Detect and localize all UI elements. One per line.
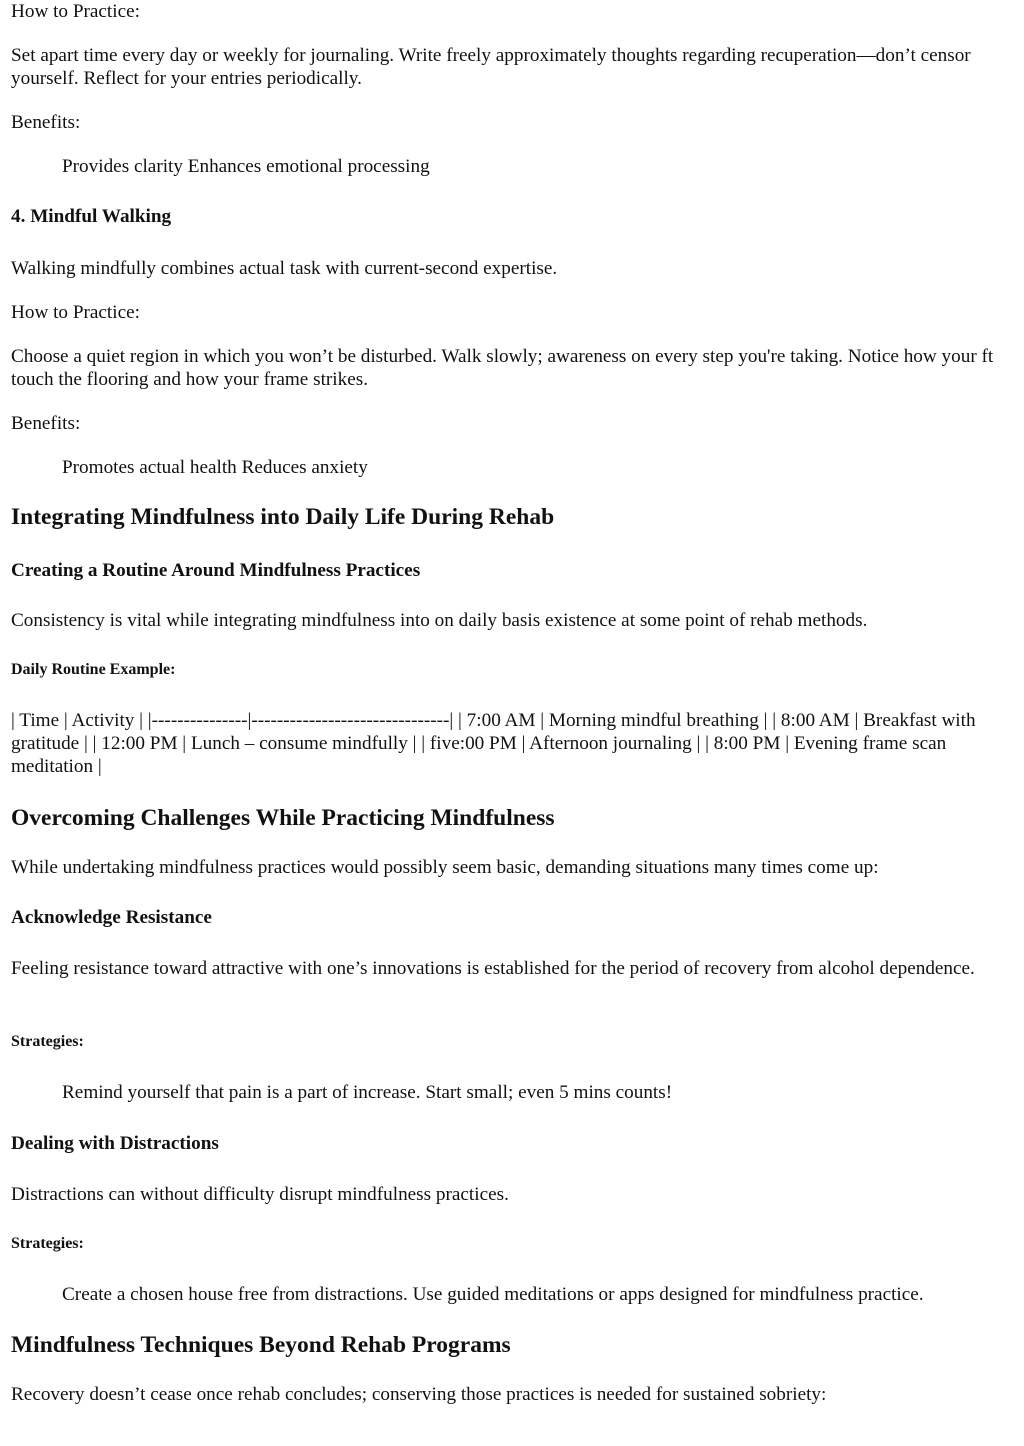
how-to-practice-label: How to Practice: bbox=[11, 302, 140, 323]
benefits-label: Benefits: bbox=[11, 112, 81, 133]
strategies-heading: Strategies: bbox=[11, 1235, 84, 1252]
daily-routine-table-text: | Time | Activity | |---------------|-------------------------------| | 7:00 AM | Morning mindful breathing | | 8:00 AM | Breakfast with gratitude | | 12:00 PM | Lunch – consume mindfully | | five:00 PM | Afternoon journaling | | 8:00 PM | Evening frame scan meditation | bbox=[11, 710, 976, 777]
walking-benefits: Promotes actual health Reduces anxiety bbox=[62, 457, 368, 478]
daily-routine-heading: Daily Routine Example: bbox=[11, 661, 176, 678]
resistance-strategies: Remind yourself that pain is a part of increase. Start small; even 5 mins counts! bbox=[62, 1082, 673, 1103]
walking-instructions: Choose a quiet region in which you won’t be disturbed. Walk slowly; awareness on every step you're taking. Notice how your ft touch the flooring and how your frame strikes. bbox=[11, 346, 994, 390]
challenges-intro: While undertaking mindfulness practices would possibly seem basic, demanding situations many times come up: bbox=[11, 857, 879, 878]
creating-routine-heading: Creating a Routine Around Mindfulness Practices bbox=[11, 560, 421, 581]
beyond-rehab-intro: Recovery doesn’t cease once rehab concludes; conserving those practices is needed for sustained sobriety: bbox=[11, 1384, 827, 1405]
overcoming-challenges-heading: Overcoming Challenges While Practicing Mindfulness bbox=[11, 805, 555, 831]
beyond-rehab-heading: Mindfulness Techniques Beyond Rehab Programs bbox=[11, 1332, 511, 1358]
integrating-mindfulness-heading: Integrating Mindfulness into Daily Life During Rehab bbox=[11, 504, 555, 530]
distractions-paragraph: Distractions can without difficulty disrupt mindfulness practices. bbox=[11, 1184, 509, 1205]
benefits-label: Benefits: bbox=[11, 413, 81, 434]
mindful-walking-heading: 4. Mindful Walking bbox=[11, 206, 172, 227]
dealing-distractions-heading: Dealing with Distractions bbox=[11, 1133, 219, 1154]
journaling-instructions: Set apart time every day or weekly for journaling. Write freely approximately thoughts regarding recuperation—don’t censor yourself. Reflect for your entries periodically. bbox=[11, 45, 971, 89]
how-to-practice-label: How to Practice: bbox=[11, 1, 140, 22]
distractions-strategies: Create a chosen house free from distractions. Use guided meditations or apps designed for mindfulness practice. bbox=[62, 1284, 924, 1305]
mindful-walking-intro: Walking mindfully combines actual task with current-second expertise. bbox=[11, 258, 558, 279]
strategies-heading: Strategies: bbox=[11, 1033, 84, 1050]
consistency-paragraph: Consistency is vital while integrating mindfulness into on daily basis existence at some point of rehab methods. bbox=[11, 610, 868, 631]
resistance-paragraph: Feeling resistance toward attractive with one’s innovations is established for the period of recovery from alcohol dependence. bbox=[11, 958, 975, 979]
journaling-benefits: Provides clarity Enhances emotional processing bbox=[62, 156, 430, 177]
acknowledge-resistance-heading: Acknowledge Resistance bbox=[11, 907, 212, 928]
